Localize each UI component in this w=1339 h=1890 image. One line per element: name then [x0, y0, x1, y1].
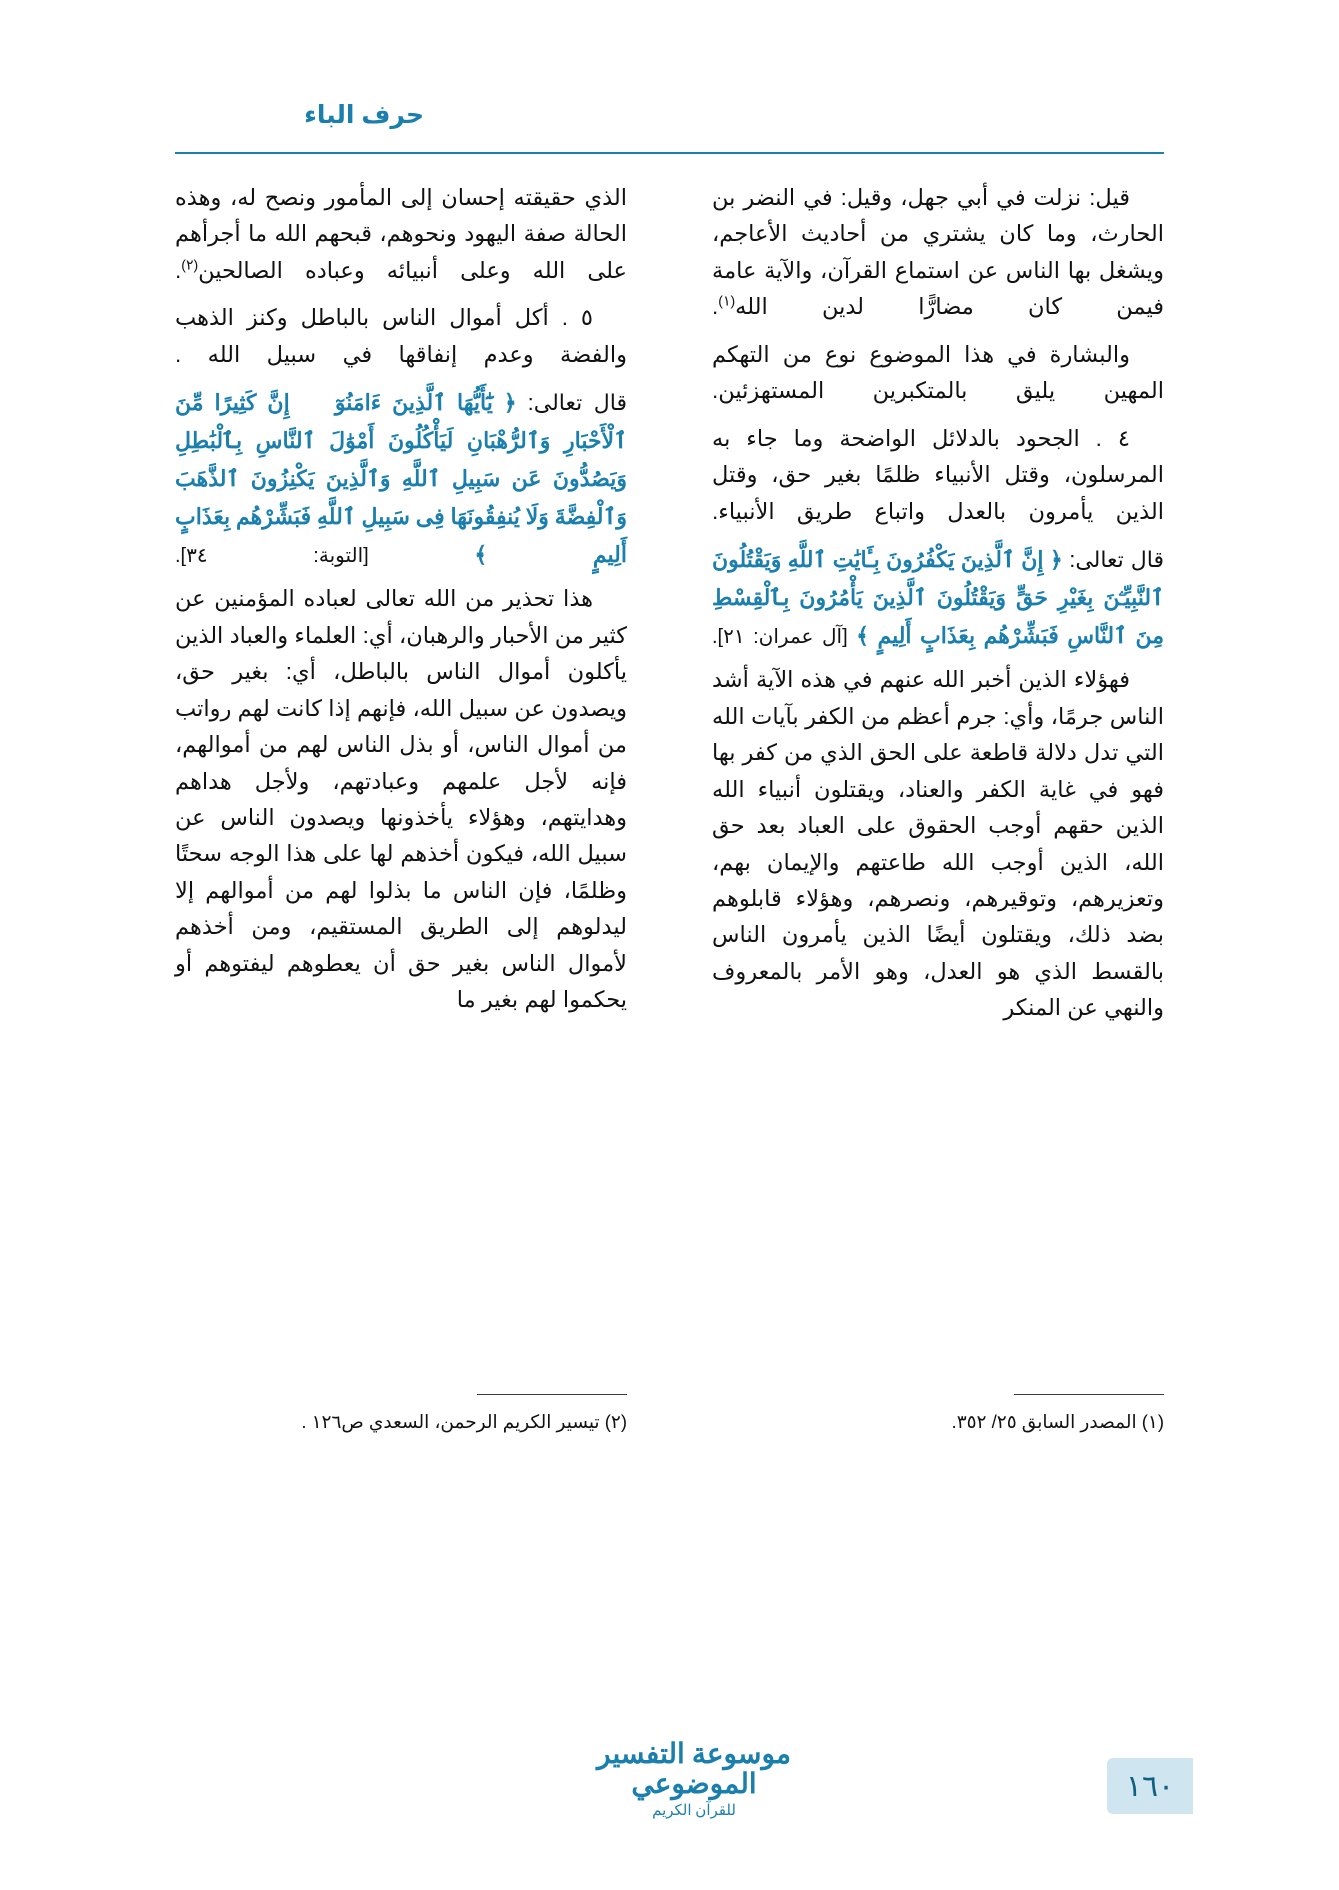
paragraph [175, 180, 627, 289]
quran-verse-text: ﴿ إِنَّ ٱلَّذِينَ يَكْفُرُونَ بِـَٔايَٰتِ ٱللَّهِ وَيَقْتُلُونَ ٱلنَّبِيِّـۧنَ بِغَيْرِ حَقٍّ وَيَقْتُلُونَ ٱلَّذِينَ يَأْمُرُونَ بِٱلْقِسْطِ مِنَ ٱلنَّاسِ فَبَشِّرْهُم بِعَذَابٍ أَلِيمٍ ﴾ [712, 546, 1164, 648]
footnote-left: (٢) تيسير الكريم الرحمن، السعدي ص١٢٦ . [301, 1411, 627, 1432]
footnote-right: (١) المصدر السابق ٢٥/ ٣٥٢. [951, 1411, 1164, 1432]
logo-sub-text: للقرآن الكريم [652, 1803, 736, 1819]
paragraph: ٤ . الجحود بالدلائل الواضحة وما جاء به المرسلون، وقتل الأنبياء ظلمًا بغير حق، وقتل الذين يأمرون بالعدل واتباع طريق الأنبياء. [712, 425, 1164, 524]
quran-reference: [التوبة: ٣٤]. [175, 544, 369, 567]
quran-verse-text: ﴿ يَٰٓأَيُّهَا ٱلَّذِينَ ءَامَنُوٓا۟ إِنَّ كَثِيرًا مِّنَ ٱلْأَحْبَارِ وَٱلرُّهْبَانِ لَيَأْكُلُونَ أَمْوَٰلَ ٱلنَّاسِ بِٱلْبَٰطِلِ وَيَصُدُّونَ عَن سَبِيلِ ٱللَّهِ وَٱلَّذِينَ يَكْنِزُونَ ٱلذَّهَبَ وَٱلْفِضَّةَ وَلَا يُنفِقُونَهَا فِى سَبِيلِ ٱللَّهِ فَبَشِّرْهُم بِعَذَابٍ أَلِيمٍ ﴾ [175, 390, 627, 567]
quran-reference: [آل عمران: ٢١]. [712, 625, 848, 648]
quote-lead: قال تعالى: [527, 390, 627, 416]
paragraph: والبشارة في هذا الموضوع نوع من التهكم المهين يليق بالمتكبرين المستهزئين. [712, 341, 1164, 404]
page-number-badge [1107, 1758, 1193, 1814]
text-columns [175, 180, 1164, 1395]
header-title: حرف الباء [304, 101, 424, 129]
publisher-logo [569, 1740, 819, 1820]
column-left [175, 180, 627, 1395]
paragraph-text-end: . [175, 257, 182, 283]
logo-main-text: موسوعة التفسير الموضوعي [597, 1739, 791, 1800]
footnote-divider-right [1014, 1394, 1164, 1395]
footnote-divider-left [477, 1394, 627, 1395]
quote-lead: قال تعالى: [1069, 546, 1164, 572]
column-right [712, 180, 1164, 1395]
paragraph: قيل: نزلت في أبي جهل، وقيل: في النضر بن الحارث، وما كان يشتري من أحاديث الأعاجم، ويشغل بها الناس عن استماع القرآن، والآية عامة فيمن كان مضارًّا لدين الله$^{(١)}$. [712, 185, 1164, 320]
paragraph-text: قيل: نزلت في أبي جهل، وقيل: في النضر بن الحارث، وما كان يشتري من أحاديث الأعاجم، ويشغل بها الناس عن استماع القرآن، والآية عامة فيمن كان مضارًّا لدين الله [712, 185, 1164, 320]
footnotes-area [175, 1408, 1164, 1452]
quran-quote-block [175, 384, 627, 573]
header-divider [175, 152, 1164, 154]
paragraph: هذا تحذير من الله تعالى لعباده المؤمنين عن كثير من الأحبار والرهبان، أي: العلماء والعباد الذين يأكلون أموال الناس بالباطل، أي: بغير حق، ويصدون عن سبيل الله، فإنهم إذا كانت لهم رواتب من أموال الناس، أو بذل الناس لهم من أموالهم، فإنه لأجل علمهم وعبادتهم، ولأجل هداهم وهدايتهم، وهؤلاء يأخذونها ويصدون الناس عن سبيل الله، فيكون أخذهم لها على هذا الوجه سحتًا وظلمًا، فإن الناس ما بذلوا لهم من أموالهم إلا ليدلوهم إلى الطريق المستقيم، ومن أخذهم لأموال الناس بغير حق أن يعطوهم ليفتوهم أو يحكموا لهم بغير ما [175, 586, 627, 1013]
footnote-marker-1: (١) [718, 292, 736, 309]
footnote-marker-2: (٢) [181, 256, 199, 273]
page-footer [0, 1680, 1339, 1890]
paragraph: فهؤلاء الذين أخبر الله عنهم في هذه الآية أشد الناس جرمًا، وأي: جرم أعظم من الكفر بآيات الله التي تدل دلالة قاطعة على الحق الذي من كفر بها فهو في غاية الكفر والعناد، ويقتلون أنبياء الله الذين حقهم أوجب الحقوق على العباد بعد حق الله، الذين أوجب الله طاعتهم والإيمان بهم، وتعزيرهم، وتوقيرهم، ونصرهم، وهؤلاء قابلوهم بضد ذلك، ويقتلون أيضًا الذين يأمرون الناس بالقسط الذي هو العدل، وهو الأمر بالمعروف والنهي عن المنكر [712, 667, 1164, 1021]
quran-quote-block [712, 541, 1164, 654]
paragraph: ٥ . أكل أموال الناس بالباطل وكنز الذهب والفضة وعدم إنفاقها في سبيل الله . [175, 305, 627, 367]
page-header [175, 100, 1164, 158]
page-number: ١٦٠ [1125, 1769, 1175, 1803]
paragraph-text: الذي حقيقته إحسان إلى المأمور ونصح له، وهذه الحالة صفة اليهود ونحوهم، قبحهم الله ما أجرأهم على الله وعلى أنبيائه وعباده الصالحين [175, 185, 627, 283]
